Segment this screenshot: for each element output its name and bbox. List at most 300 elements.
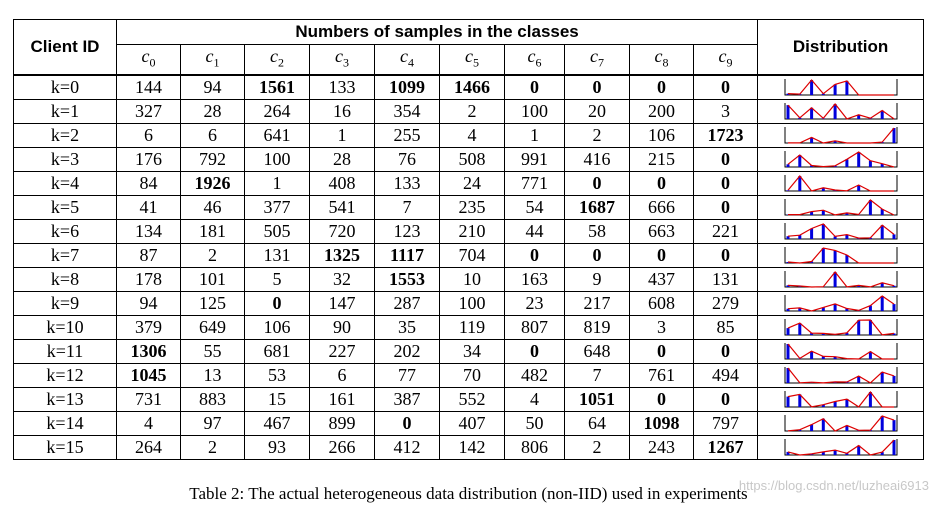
distribution-cell <box>758 99 924 123</box>
sample-count-cell: 178 <box>117 267 181 291</box>
client-id-cell: k=0 <box>14 75 117 100</box>
sparkline-axes <box>785 367 897 383</box>
sample-count-cell: 387 <box>375 387 440 411</box>
sample-count-cell: 266 <box>310 435 375 459</box>
distribution-cell <box>758 267 924 291</box>
sample-count-cell: 649 <box>181 315 245 339</box>
sample-count-cell: 32 <box>310 267 375 291</box>
table-row <box>14 339 924 363</box>
sample-count-cell: 5 <box>245 267 310 291</box>
class-letter: c <box>270 46 278 66</box>
distribution-cell <box>758 171 924 195</box>
distribution-line <box>788 272 894 287</box>
sample-count-cell: 0 <box>375 411 440 435</box>
sample-count-cell: 134 <box>117 219 181 243</box>
sample-count-cell: 227 <box>310 339 375 363</box>
distribution-sparkline <box>784 102 898 120</box>
sample-count-cell: 147 <box>310 291 375 315</box>
sample-count-cell: 221 <box>694 219 758 243</box>
sample-count-cell: 215 <box>630 147 694 171</box>
class-index: 2 <box>278 55 284 70</box>
distribution-bar <box>892 128 895 143</box>
client-id-cell: k=11 <box>14 339 117 363</box>
client-id-cell: k=10 <box>14 315 117 339</box>
table-row <box>14 147 924 171</box>
sample-count-cell: 2 <box>565 435 630 459</box>
sample-count-cell: 377 <box>245 195 310 219</box>
sample-count-cell: 119 <box>440 315 505 339</box>
class-header-c5 <box>440 45 505 75</box>
sample-count-cell: 3 <box>630 315 694 339</box>
sample-count-cell: 217 <box>565 291 630 315</box>
sample-count-cell: 4 <box>505 387 565 411</box>
sample-count-cell: 883 <box>181 387 245 411</box>
class-header-c7 <box>565 45 630 75</box>
sample-count-cell: 9 <box>565 267 630 291</box>
sample-count-cell: 15 <box>245 387 310 411</box>
sample-count-cell: 731 <box>117 387 181 411</box>
sample-count-cell: 100 <box>440 291 505 315</box>
sample-count-cell: 279 <box>694 291 758 315</box>
sample-count-cell: 87 <box>117 243 181 267</box>
sparkline-axes <box>785 175 897 191</box>
sample-count-cell: 327 <box>117 99 181 123</box>
distribution-bar <box>880 416 883 431</box>
distribution-sparkline <box>784 174 898 192</box>
class-header-c4 <box>375 45 440 75</box>
table-row <box>14 171 924 195</box>
distribution-sparkline <box>784 270 898 288</box>
sample-count-cell: 85 <box>694 315 758 339</box>
table-row <box>14 267 924 291</box>
sample-count-cell: 34 <box>440 339 505 363</box>
distribution-line <box>788 176 894 191</box>
sample-count-cell: 35 <box>375 315 440 339</box>
sample-count-cell: 408 <box>310 171 375 195</box>
class-header-c8 <box>630 45 694 75</box>
sample-count-cell: 508 <box>440 147 505 171</box>
distribution-line <box>788 152 894 167</box>
sample-count-cell: 55 <box>181 339 245 363</box>
sample-count-cell: 1098 <box>630 411 694 435</box>
distribution-bar <box>857 320 860 335</box>
client-id-cell: k=8 <box>14 267 117 291</box>
class-index: 3 <box>343 55 349 70</box>
sample-count-cell: 1267 <box>694 435 758 459</box>
sample-count-cell: 0 <box>694 75 758 100</box>
class-index: 0 <box>149 55 156 70</box>
sample-count-cell: 666 <box>630 195 694 219</box>
sample-count-cell: 819 <box>565 315 630 339</box>
sample-count-cell: 0 <box>694 387 758 411</box>
client-id-cell: k=5 <box>14 195 117 219</box>
distribution-bar <box>810 229 813 240</box>
sample-count-cell: 663 <box>630 219 694 243</box>
sample-count-cell: 0 <box>505 243 565 267</box>
sample-count-cell: 84 <box>117 171 181 195</box>
client-id-header: Client ID <box>14 20 117 75</box>
class-header-c1 <box>181 45 245 75</box>
sample-count-cell: 46 <box>181 195 245 219</box>
sample-count-cell: 1 <box>245 171 310 195</box>
sample-count-cell: 6 <box>117 123 181 147</box>
sample-count-cell: 797 <box>694 411 758 435</box>
sample-count-cell: 161 <box>310 387 375 411</box>
sample-count-cell: 16 <box>310 99 375 123</box>
distribution-bar <box>786 344 789 359</box>
distribution-bar <box>833 250 836 263</box>
sample-count-cell: 176 <box>117 147 181 171</box>
distribution-cell <box>758 123 924 147</box>
sample-count-cell: 142 <box>440 435 505 459</box>
distribution-sparkline <box>784 342 898 360</box>
table-body <box>14 75 924 460</box>
sample-count-cell: 2 <box>181 243 245 267</box>
sample-count-cell: 1723 <box>694 123 758 147</box>
table-row <box>14 219 924 243</box>
distribution-bar <box>880 296 883 311</box>
sample-count-cell: 58 <box>565 219 630 243</box>
distribution-sparkline <box>784 294 898 312</box>
sample-count-cell: 0 <box>565 75 630 100</box>
sample-count-cell: 0 <box>694 147 758 171</box>
class-index: 7 <box>598 55 604 70</box>
table-row <box>14 99 924 123</box>
sample-count-cell: 200 <box>630 99 694 123</box>
sparkline-axes <box>785 223 897 239</box>
sample-count-cell: 255 <box>375 123 440 147</box>
distribution-sparkline <box>784 366 898 384</box>
distribution-sparkline <box>784 126 898 144</box>
distribution-bar <box>821 224 824 239</box>
sample-count-cell: 6 <box>181 123 245 147</box>
sample-count-cell: 210 <box>440 219 505 243</box>
numbers-of-samples-header: Numbers of samples in the classes <box>117 20 758 45</box>
distribution-bar <box>798 155 801 167</box>
table-row <box>14 435 924 459</box>
sample-count-cell: 144 <box>117 75 181 100</box>
class-index: 9 <box>726 55 733 70</box>
sample-count-cell: 608 <box>630 291 694 315</box>
sample-count-cell: 0 <box>630 75 694 100</box>
distribution-line <box>788 104 894 119</box>
sample-count-cell: 1687 <box>565 195 630 219</box>
sample-count-cell: 1 <box>310 123 375 147</box>
table-row <box>14 195 924 219</box>
watermark: https://blog.csdn.net/luzheai6913 <box>738 478 929 493</box>
client-id-cell: k=1 <box>14 99 117 123</box>
sample-count-cell: 0 <box>630 339 694 363</box>
distribution-bar <box>868 161 871 167</box>
sample-count-cell: 64 <box>565 411 630 435</box>
distribution-bar <box>892 376 895 383</box>
sample-count-cell: 412 <box>375 435 440 459</box>
sample-count-cell: 106 <box>245 315 310 339</box>
distribution-line <box>788 128 894 143</box>
distribution-line <box>788 416 894 431</box>
sample-count-cell: 681 <box>245 339 310 363</box>
class-letter: c <box>141 46 150 66</box>
distribution-cell <box>758 291 924 315</box>
sample-count-cell: 807 <box>505 315 565 339</box>
table-row <box>14 387 924 411</box>
sparkline-axes <box>785 127 897 143</box>
sample-count-cell: 4 <box>117 411 181 435</box>
sample-count-cell: 354 <box>375 99 440 123</box>
distribution-bar <box>880 225 883 239</box>
sample-count-cell: 235 <box>440 195 505 219</box>
sample-count-cell: 54 <box>505 195 565 219</box>
distribution-cell <box>758 339 924 363</box>
sample-count-cell: 0 <box>630 387 694 411</box>
distribution-cell <box>758 195 924 219</box>
client-id-cell: k=14 <box>14 411 117 435</box>
distribution-line <box>788 224 894 238</box>
sample-count-cell: 264 <box>117 435 181 459</box>
sample-count-cell: 76 <box>375 147 440 171</box>
distribution-line <box>788 200 894 215</box>
sample-count-cell: 991 <box>505 147 565 171</box>
distribution-line <box>788 440 894 455</box>
sample-count-cell: 100 <box>505 99 565 123</box>
sample-count-cell: 0 <box>505 75 565 100</box>
sample-count-cell: 106 <box>630 123 694 147</box>
class-letter: c <box>654 46 663 66</box>
sample-count-cell: 648 <box>565 339 630 363</box>
class-header-c6 <box>505 45 565 75</box>
sparkline-axes <box>785 247 897 263</box>
distribution-line <box>788 320 894 335</box>
sample-count-cell: 0 <box>630 171 694 195</box>
sample-count-cell: 2 <box>565 123 630 147</box>
sample-count-cell: 641 <box>245 123 310 147</box>
distribution-bar <box>786 190 789 191</box>
distribution-cell <box>758 243 924 267</box>
distribution-cell <box>758 219 924 243</box>
sample-count-cell: 704 <box>440 243 505 267</box>
sample-count-cell: 24 <box>440 171 505 195</box>
sample-count-cell: 70 <box>440 363 505 387</box>
table-row <box>14 243 924 267</box>
sample-count-cell: 2 <box>181 435 245 459</box>
sample-count-cell: 20 <box>565 99 630 123</box>
class-letter: c <box>590 46 598 66</box>
class-index: 5 <box>473 55 479 70</box>
distribution-line <box>788 248 894 263</box>
table-caption: Table 2: The actual heterogeneous data distribution (non-IID) used in experiments <box>189 484 748 503</box>
sample-count-cell: 131 <box>694 267 758 291</box>
sample-count-cell: 1117 <box>375 243 440 267</box>
client-id-cell: k=2 <box>14 123 117 147</box>
sample-count-cell: 202 <box>375 339 440 363</box>
sample-count-cell: 0 <box>694 339 758 363</box>
sample-count-cell: 482 <box>505 363 565 387</box>
sample-count-cell: 437 <box>630 267 694 291</box>
sample-count-cell: 792 <box>181 147 245 171</box>
sample-count-cell: 28 <box>181 99 245 123</box>
sample-count-cell: 1466 <box>440 75 505 100</box>
table-row <box>14 123 924 147</box>
distribution-bar <box>786 164 789 167</box>
distribution-sparkline <box>784 318 898 336</box>
distribution-cell <box>758 147 924 171</box>
sample-count-cell: 0 <box>565 243 630 267</box>
class-index: 1 <box>213 55 220 70</box>
sample-count-cell: 0 <box>694 171 758 195</box>
table-row <box>14 315 924 339</box>
sample-count-cell: 23 <box>505 291 565 315</box>
distribution-sparkline <box>784 198 898 216</box>
sample-count-cell: 761 <box>630 363 694 387</box>
sample-count-cell: 133 <box>310 75 375 100</box>
sample-count-cell: 1051 <box>565 387 630 411</box>
sample-count-cell: 133 <box>375 171 440 195</box>
sample-count-cell: 50 <box>505 411 565 435</box>
sample-count-cell: 899 <box>310 411 375 435</box>
sample-count-cell: 287 <box>375 291 440 315</box>
distribution-bar <box>892 234 895 239</box>
sample-count-cell: 1045 <box>117 363 181 387</box>
sample-count-cell: 7 <box>375 195 440 219</box>
client-id-cell: k=6 <box>14 219 117 243</box>
distribution-bar <box>821 248 824 263</box>
class-header-c3 <box>310 45 375 75</box>
sparkline-axes <box>785 151 897 167</box>
sample-count-cell: 552 <box>440 387 505 411</box>
distribution-line <box>788 368 894 383</box>
distribution-bar <box>833 304 836 311</box>
class-letter: c <box>527 46 536 66</box>
distribution-bar <box>810 80 813 95</box>
distribution-bar <box>892 440 895 455</box>
sample-count-cell: 44 <box>505 219 565 243</box>
client-id-cell: k=13 <box>14 387 117 411</box>
sample-count-cell: 243 <box>630 435 694 459</box>
sample-count-cell: 7 <box>565 363 630 387</box>
class-letter: c <box>335 46 343 66</box>
distribution-line <box>788 296 894 311</box>
sample-count-cell: 1325 <box>310 243 375 267</box>
sample-count-cell: 2 <box>440 99 505 123</box>
class-index: 4 <box>408 55 414 70</box>
sample-count-cell: 1099 <box>375 75 440 100</box>
client-id-cell: k=12 <box>14 363 117 387</box>
class-letter: c <box>205 46 214 66</box>
distribution-line <box>788 344 894 359</box>
sample-count-cell: 41 <box>117 195 181 219</box>
sample-count-cell: 806 <box>505 435 565 459</box>
client-id-cell: k=7 <box>14 243 117 267</box>
distribution-sparkline <box>784 414 898 432</box>
sample-count-cell: 131 <box>245 243 310 267</box>
distribution-cell <box>758 411 924 435</box>
distribution-cell <box>758 315 924 339</box>
client-id-cell: k=4 <box>14 171 117 195</box>
sample-count-cell: 28 <box>310 147 375 171</box>
class-header-c0 <box>117 45 181 75</box>
class-index: 8 <box>662 55 669 70</box>
table-row <box>14 363 924 387</box>
sample-count-cell: 0 <box>630 243 694 267</box>
distribution-line <box>788 80 894 95</box>
sample-count-cell: 0 <box>245 291 310 315</box>
sample-count-cell: 93 <box>245 435 310 459</box>
client-id-cell: k=9 <box>14 291 117 315</box>
sample-count-cell: 771 <box>505 171 565 195</box>
sample-count-cell: 94 <box>117 291 181 315</box>
distribution-bar <box>786 397 789 407</box>
sample-count-cell: 4 <box>440 123 505 147</box>
sample-count-cell: 6 <box>310 363 375 387</box>
class-letter: c <box>400 46 408 66</box>
distribution-bar <box>786 105 789 119</box>
distribution-line <box>788 392 894 407</box>
sample-count-cell: 0 <box>694 195 758 219</box>
distribution-sparkline <box>784 150 898 168</box>
client-id-cell: k=3 <box>14 147 117 171</box>
sample-count-cell: 53 <box>245 363 310 387</box>
sample-count-cell: 1306 <box>117 339 181 363</box>
class-letter: c <box>465 46 473 66</box>
distribution-bar <box>857 152 860 167</box>
distribution-sparkline <box>784 390 898 408</box>
sample-count-cell: 100 <box>245 147 310 171</box>
sample-count-cell: 467 <box>245 411 310 435</box>
data-distribution-table <box>13 19 924 460</box>
sample-count-cell: 1 <box>505 123 565 147</box>
sample-count-cell: 123 <box>375 219 440 243</box>
sample-count-cell: 720 <box>310 219 375 243</box>
table-row <box>14 411 924 435</box>
sample-count-cell: 10 <box>440 267 505 291</box>
distribution-bar <box>798 323 801 335</box>
class-index: 6 <box>535 55 542 70</box>
distribution-sparkline <box>784 438 898 456</box>
distribution-bar <box>786 328 789 335</box>
sample-count-cell: 1561 <box>245 75 310 100</box>
sample-count-cell: 505 <box>245 219 310 243</box>
sample-count-cell: 264 <box>245 99 310 123</box>
table-row <box>14 291 924 315</box>
class-letter: c <box>718 46 727 66</box>
distribution-bar <box>892 304 895 311</box>
sample-count-cell: 77 <box>375 363 440 387</box>
distribution-cell <box>758 387 924 411</box>
sample-count-cell: 0 <box>505 339 565 363</box>
sample-count-cell: 0 <box>694 243 758 267</box>
sample-count-cell: 181 <box>181 219 245 243</box>
client-id-cell: k=15 <box>14 435 117 459</box>
distribution-bar <box>892 420 895 431</box>
distribution-cell <box>758 363 924 387</box>
sample-count-cell: 125 <box>181 291 245 315</box>
distribution-header: Distribution <box>758 20 924 75</box>
sample-count-cell: 163 <box>505 267 565 291</box>
sample-count-cell: 13 <box>181 363 245 387</box>
sample-count-cell: 416 <box>565 147 630 171</box>
sample-count-cell: 97 <box>181 411 245 435</box>
sample-count-cell: 1553 <box>375 267 440 291</box>
sample-count-cell: 1926 <box>181 171 245 195</box>
sample-count-cell: 101 <box>181 267 245 291</box>
sample-count-cell: 90 <box>310 315 375 339</box>
distribution-sparkline <box>784 222 898 240</box>
sample-count-cell: 0 <box>565 171 630 195</box>
sample-count-cell: 407 <box>440 411 505 435</box>
class-header-c9 <box>694 45 758 75</box>
distribution-cell <box>758 435 924 459</box>
class-header-c2 <box>245 45 310 75</box>
